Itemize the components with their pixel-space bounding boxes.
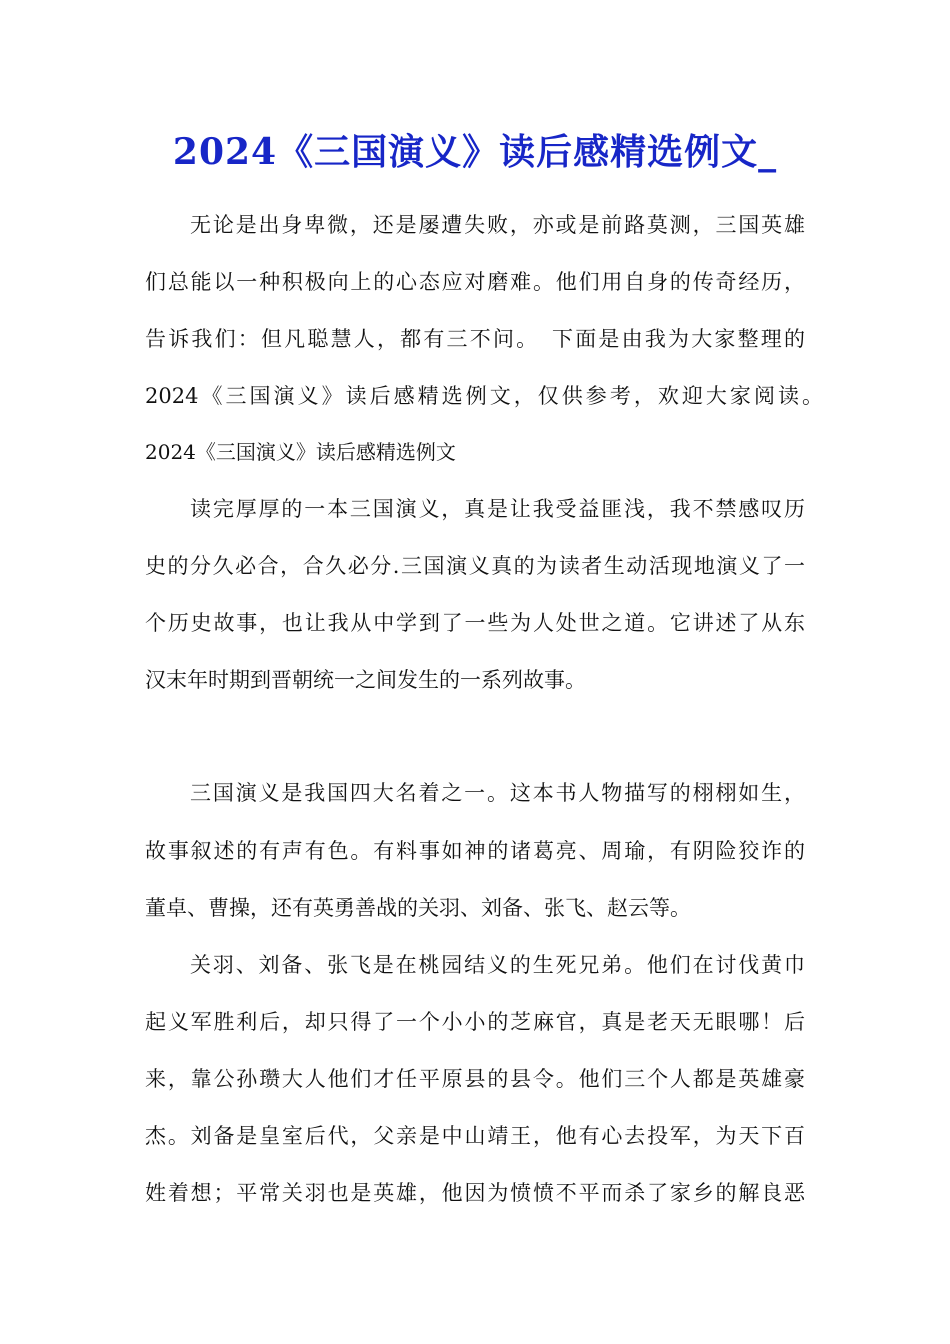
- text-line: 关羽、刘备、张飞是在桃园结义的生死兄弟。他们在讨伐黄巾: [190, 953, 805, 977]
- document-title: 2024《三国演义》读后感精选例文_: [172, 131, 778, 173]
- text-line: 无论是出身卑微，还是屡遭失败，亦或是前路莫测，三国英雄: [190, 213, 805, 237]
- text-line: 2024《三国演义》读后感精选例文，仅供参考，欢迎大家阅读。: [145, 384, 823, 408]
- text-line: 告诉我们：但凡聪慧人，都有三不问。 下面是由我为大家整理的: [145, 327, 805, 351]
- text-line: 汉末年时期到晋朝统一之间发生的一系列故事。: [145, 668, 586, 692]
- text-line: 三国演义是我国四大名着之一。这本书人物描写的栩栩如生，: [190, 781, 805, 805]
- text-line: 董卓、曹操，还有英勇善战的关羽、刘备、张飞、赵云等。: [145, 896, 691, 920]
- text-line: 故事叙述的有声有色。有料事如神的诸葛亮、周瑜，有阴险狡诈的: [145, 839, 805, 863]
- text-line: 起义军胜利后，却只得了一个小小的芝麻官，真是老天无眼哪！后: [145, 1010, 805, 1034]
- text-line: 史的分久必合，合久必分.三国演义真的为读者生动活现地演义了一: [145, 554, 805, 578]
- text-line: 个历史故事，也让我从中学到了一些为人处世之道。它讲述了从东: [145, 611, 805, 635]
- text-line: 们总能以一种积极向上的心态应对磨难。他们用自身的传奇经历，: [145, 270, 805, 294]
- text-line: 杰。刘备是皇室后代，父亲是中山靖王，他有心去投军，为天下百: [145, 1124, 805, 1148]
- text-line: 姓着想；平常关羽也是英雄，他因为愤愤不平而杀了家乡的解良恶: [145, 1181, 805, 1205]
- text-line: 2024《三国演义》读后感精选例文: [145, 440, 456, 464]
- text-line: 来，靠公孙瓒大人他们才任平原县的县令。他们三个人都是英雄豪: [145, 1067, 805, 1091]
- text-line: 读完厚厚的一本三国演义，真是让我受益匪浅，我不禁感叹历: [190, 497, 805, 521]
